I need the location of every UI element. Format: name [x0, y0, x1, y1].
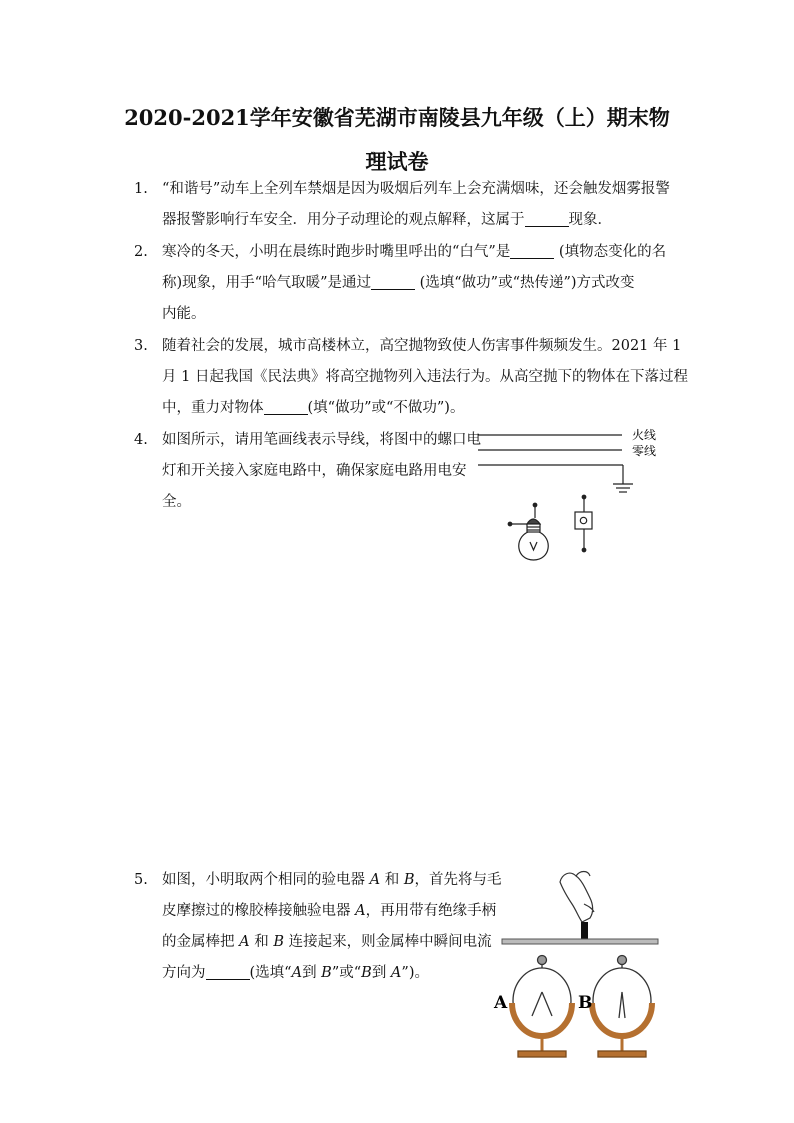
question-number: 1. — [134, 181, 148, 197]
question-text-line: 器报警影响行车安全．用分子动理论的观点解释，这属于 现象． — [162, 212, 612, 228]
answer-blank[interactable] — [371, 273, 415, 290]
exam-title-line2: 理试卷 — [365, 149, 429, 174]
switch-icon — [575, 495, 592, 552]
lamp-icon — [508, 503, 548, 560]
question-text-line: 如图所示，请用笔画线表示导线，将图中的螺口电 — [162, 432, 481, 448]
question-text-line: 中，重力对物体 (填“做功”或“不做功”)。 — [162, 400, 465, 416]
neutral-wire-label: 零线 — [632, 444, 657, 458]
question-text-line: 皮摩擦过的橡胶棒接触验电器 A，再用带有绝缘手柄 — [162, 903, 497, 919]
electroscope-b — [592, 956, 652, 1058]
electroscope-a — [512, 956, 572, 1058]
question-number: 3. — [134, 338, 148, 354]
question-text-line: 寒冷的冬天，小明在晨练时跑步时嘴里呼出的“白气”是 (填物态变化的名 — [162, 244, 667, 260]
question-text-line: 称)现象，用手“哈气取暖”是通过 (选填“做功”或“热传递”)方式改变 — [162, 275, 635, 291]
label-a: A — [494, 993, 508, 1013]
label-b: B — [578, 993, 593, 1013]
question-text-line: “和谐号”动车上全列车禁烟是因为吸烟后列车上会充满烟味，还会触发烟雾报警 — [162, 181, 670, 197]
question-text-line: 内能。 — [162, 306, 206, 322]
question-text-line: 如图，小明取两个相同的验电器 A 和 B，首先将与毛 — [162, 872, 502, 888]
answer-blank[interactable] — [264, 398, 308, 415]
question-text-line: 灯和开关接入家庭电路中，确保家庭电路用电安 — [162, 463, 467, 479]
question-number: 4. — [134, 432, 148, 448]
exam-title-line1: 2020-2021学年安徽省芜湖市南陵县九年级（上）期末物 — [124, 105, 670, 130]
exam-title — [100, 96, 694, 184]
answer-blank[interactable] — [525, 210, 569, 227]
rubber-rod-icon — [581, 922, 588, 940]
answer-blank[interactable] — [510, 242, 554, 259]
question-number: 5. — [134, 872, 148, 888]
question-text-line: 全。 — [162, 494, 191, 510]
question-text-line: 方向为 (选填“A到 B”或“B到 A”)。 — [162, 965, 429, 981]
question-number: 2. — [134, 244, 148, 260]
hand-icon — [560, 872, 594, 923]
question-text-line: 随着社会的发展，城市高楼林立，高空抛物致使人伤害事件频频发生。2021 年 1 — [162, 338, 682, 354]
live-wire-label: 火线 — [632, 428, 657, 442]
answer-blank[interactable] — [206, 963, 250, 980]
circuit-figure — [470, 422, 670, 567]
question-text-line: 的金属棒把 A 和 B 连接起来，则金属棒中瞬间电流 — [162, 934, 492, 950]
electroscope-figure — [490, 860, 670, 1070]
question-text-line: 月 1 日起我国《民法典》将高空抛物列入违法行为。从高空抛下的物体在下落过程 — [162, 369, 688, 385]
metal-rod-icon — [502, 939, 658, 944]
